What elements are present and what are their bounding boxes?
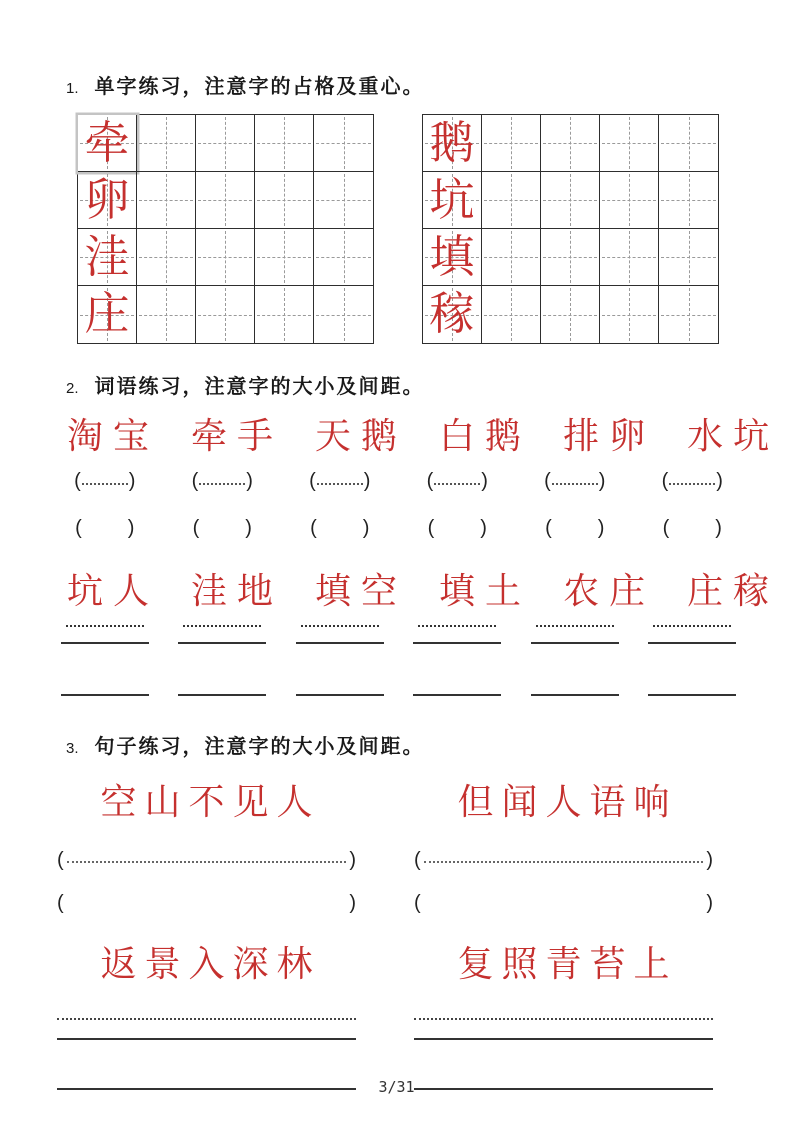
model-character: 稼 <box>429 289 475 339</box>
answer-paren-row <box>57 517 740 540</box>
grid-cell <box>541 115 600 172</box>
sentence-dotted-guide-row <box>57 1018 713 1020</box>
practice-grids <box>77 114 793 344</box>
open-paren: ( <box>191 470 199 493</box>
dotted-fill <box>67 861 347 863</box>
close-paren: ) <box>349 848 356 871</box>
grid-cell <box>600 115 659 172</box>
dotted-guide-line <box>301 625 379 627</box>
sentence-sample: 返景入深林 <box>100 943 321 984</box>
grid-cell <box>482 229 541 286</box>
grid-cell <box>78 286 137 343</box>
grid-cell <box>659 286 718 343</box>
open-paren: ( <box>414 891 421 914</box>
grid-cell <box>196 286 255 343</box>
word-sample: 牵手 <box>191 416 284 456</box>
word-sample: 白鹅 <box>439 416 532 456</box>
solid-writing-line <box>413 694 501 696</box>
grid-cell <box>423 172 482 229</box>
dotted-guide-line <box>66 625 144 627</box>
close-paren: ) <box>128 470 136 493</box>
sentence-sample: 但闻人语响 <box>457 782 678 823</box>
open-paren: ( <box>309 470 316 493</box>
grid-cell <box>482 286 541 343</box>
grid-cell <box>482 115 541 172</box>
section2-number: 2. <box>66 380 79 397</box>
close-paren: ) <box>715 517 722 540</box>
model-character: 洼 <box>84 231 130 282</box>
word-sample: 庄稼 <box>687 571 780 612</box>
practice-grid-left <box>77 114 374 344</box>
writing-line-row-1 <box>57 642 740 644</box>
close-paren: ) <box>245 517 252 540</box>
section3-heading <box>66 730 793 759</box>
pinyin-paren-row <box>57 470 740 493</box>
grid-cell <box>314 115 373 172</box>
dotted-fill <box>317 483 363 485</box>
answer-paren-empty-wide <box>414 892 713 915</box>
pinyin-paren-dotted-wide <box>414 849 713 872</box>
solid-writing-line <box>531 694 619 696</box>
word-sample: 水坑 <box>687 416 780 456</box>
open-paren: ( <box>426 470 434 493</box>
close-paren: ) <box>481 470 488 493</box>
grid-cell <box>78 229 137 286</box>
grid-cell <box>196 115 255 172</box>
open-paren: ( <box>57 848 64 871</box>
close-paren: ) <box>706 848 713 871</box>
dotted-fill <box>552 483 598 485</box>
solid-writing-line <box>296 642 384 644</box>
sentence-sample: 复照青苔上 <box>457 943 678 984</box>
grid-cell <box>659 172 718 229</box>
open-paren: ( <box>414 848 421 871</box>
section3-number: 3. <box>66 740 79 758</box>
answer-paren-empty <box>175 517 271 540</box>
section1-heading <box>66 0 793 99</box>
grid-cell <box>78 115 137 172</box>
grid-cell <box>423 286 482 343</box>
solid-writing-line <box>57 1038 356 1040</box>
section1-number: 1. <box>66 80 79 97</box>
close-paren: ) <box>246 470 253 493</box>
answer-paren-empty <box>292 517 388 540</box>
answer-paren-empty <box>645 517 741 540</box>
close-paren: ) <box>127 517 135 540</box>
open-paren: ( <box>75 517 82 540</box>
grid-cell <box>314 172 373 229</box>
grid-cell <box>482 172 541 229</box>
open-paren: ( <box>310 517 317 540</box>
close-paren: ) <box>706 891 713 914</box>
grid-cell <box>196 172 255 229</box>
word-row-1 <box>57 415 780 458</box>
dotted-fill <box>669 483 715 485</box>
solid-writing-line <box>178 694 266 696</box>
pinyin-paren-dotted <box>57 470 153 493</box>
grid-cell <box>541 229 600 286</box>
grid-cell <box>659 115 718 172</box>
model-character: 庄 <box>84 289 130 339</box>
solid-writing-line <box>648 694 736 696</box>
open-paren: ( <box>545 517 552 540</box>
word-row-2 <box>57 570 780 613</box>
pinyin-paren-dotted <box>410 470 506 493</box>
grid-cell <box>541 172 600 229</box>
solid-writing-line <box>61 694 149 696</box>
grid-cell <box>659 229 718 286</box>
sentence-sample: 空山不见人 <box>100 782 321 823</box>
close-paren: ) <box>597 517 605 540</box>
sentence-row-2 <box>57 943 713 986</box>
close-paren: ) <box>480 517 487 540</box>
grid-cell <box>255 172 314 229</box>
dotted-fill <box>424 861 704 863</box>
solid-writing-line <box>413 642 501 644</box>
sentence-paren-dotted-row <box>57 849 713 872</box>
grid-cell <box>423 229 482 286</box>
solid-writing-line <box>178 642 266 644</box>
word-sample: 洼地 <box>191 571 284 612</box>
open-paren: ( <box>57 891 64 914</box>
model-character: 填 <box>429 231 475 282</box>
open-paren: ( <box>544 470 551 493</box>
dotted-guide-line <box>653 625 731 627</box>
grid-cell <box>541 286 600 343</box>
grid-cell <box>137 229 196 286</box>
close-paren: ) <box>362 517 370 540</box>
grid-cell <box>137 172 196 229</box>
writing-line-row-2 <box>57 694 740 696</box>
grid-cell <box>600 286 659 343</box>
section3-title: 句子练习，注意字的大小及间距。 <box>94 736 425 759</box>
grid-cell <box>600 172 659 229</box>
model-character: 坑 <box>429 174 475 225</box>
pinyin-paren-dotted <box>292 470 388 493</box>
close-paren: ) <box>363 470 371 493</box>
grid-cell <box>314 229 373 286</box>
dotted-guide-line <box>418 625 496 627</box>
page-number: 3/31 <box>378 1078 415 1096</box>
section2-title: 词语练习，注意字的大小及间距。 <box>94 376 425 398</box>
close-paren: ) <box>716 470 723 493</box>
solid-writing-line <box>414 1038 713 1040</box>
grid-cell <box>255 229 314 286</box>
grid-cell <box>314 286 373 343</box>
open-paren: ( <box>662 517 670 540</box>
section2-heading <box>66 370 793 399</box>
pinyin-paren-dotted-wide <box>57 849 356 872</box>
grid-cell <box>196 229 255 286</box>
open-paren: ( <box>74 470 81 493</box>
pinyin-paren-dotted <box>645 470 741 493</box>
answer-paren-empty <box>410 517 506 540</box>
model-character: 卵 <box>84 174 130 225</box>
grid-cell <box>137 286 196 343</box>
grid-cell <box>255 115 314 172</box>
answer-paren-empty <box>527 517 623 540</box>
word-sample: 排卵 <box>563 416 656 456</box>
dotted-guide-line <box>536 625 614 627</box>
dotted-fill <box>199 483 245 485</box>
answer-paren-empty <box>57 517 153 540</box>
solid-writing-line <box>296 694 384 696</box>
grid-cell <box>255 286 314 343</box>
sentence-paren-empty-row <box>57 892 713 915</box>
open-paren: ( <box>427 517 435 540</box>
sentence-row-1 <box>57 781 713 824</box>
dotted-guide-line <box>183 625 261 627</box>
model-character: 鹅 <box>429 117 475 168</box>
solid-writing-line <box>648 642 736 644</box>
dotted-guide-line <box>57 1018 356 1020</box>
open-paren: ( <box>661 470 669 493</box>
answer-paren-empty-wide <box>57 892 356 915</box>
word-sample: 农庄 <box>563 571 656 612</box>
dotted-guide-row <box>57 625 740 627</box>
word-sample: 淘宝 <box>67 416 160 456</box>
solid-writing-line <box>61 642 149 644</box>
grid-cell <box>78 172 137 229</box>
word-sample: 填空 <box>315 571 408 612</box>
word-sample: 坑人 <box>67 571 160 612</box>
close-paren: ) <box>349 891 356 914</box>
grid-cell <box>137 115 196 172</box>
practice-grid-right <box>422 114 719 344</box>
dotted-guide-line <box>414 1018 713 1020</box>
open-paren: ( <box>192 517 200 540</box>
dotted-fill <box>434 483 480 485</box>
dotted-fill <box>82 483 128 485</box>
word-sample: 填土 <box>439 571 532 612</box>
grid-cell <box>423 115 482 172</box>
pinyin-paren-dotted <box>175 470 271 493</box>
grid-cell <box>600 229 659 286</box>
solid-writing-line <box>531 642 619 644</box>
pinyin-paren-dotted <box>527 470 623 493</box>
model-character: 牵 <box>84 117 130 168</box>
sentence-writing-line-row-1 <box>57 1038 713 1040</box>
close-paren: ) <box>598 470 606 493</box>
section1-title: 单字练习，注意字的占格及重心。 <box>94 76 425 98</box>
word-sample: 天鹅 <box>315 416 408 456</box>
